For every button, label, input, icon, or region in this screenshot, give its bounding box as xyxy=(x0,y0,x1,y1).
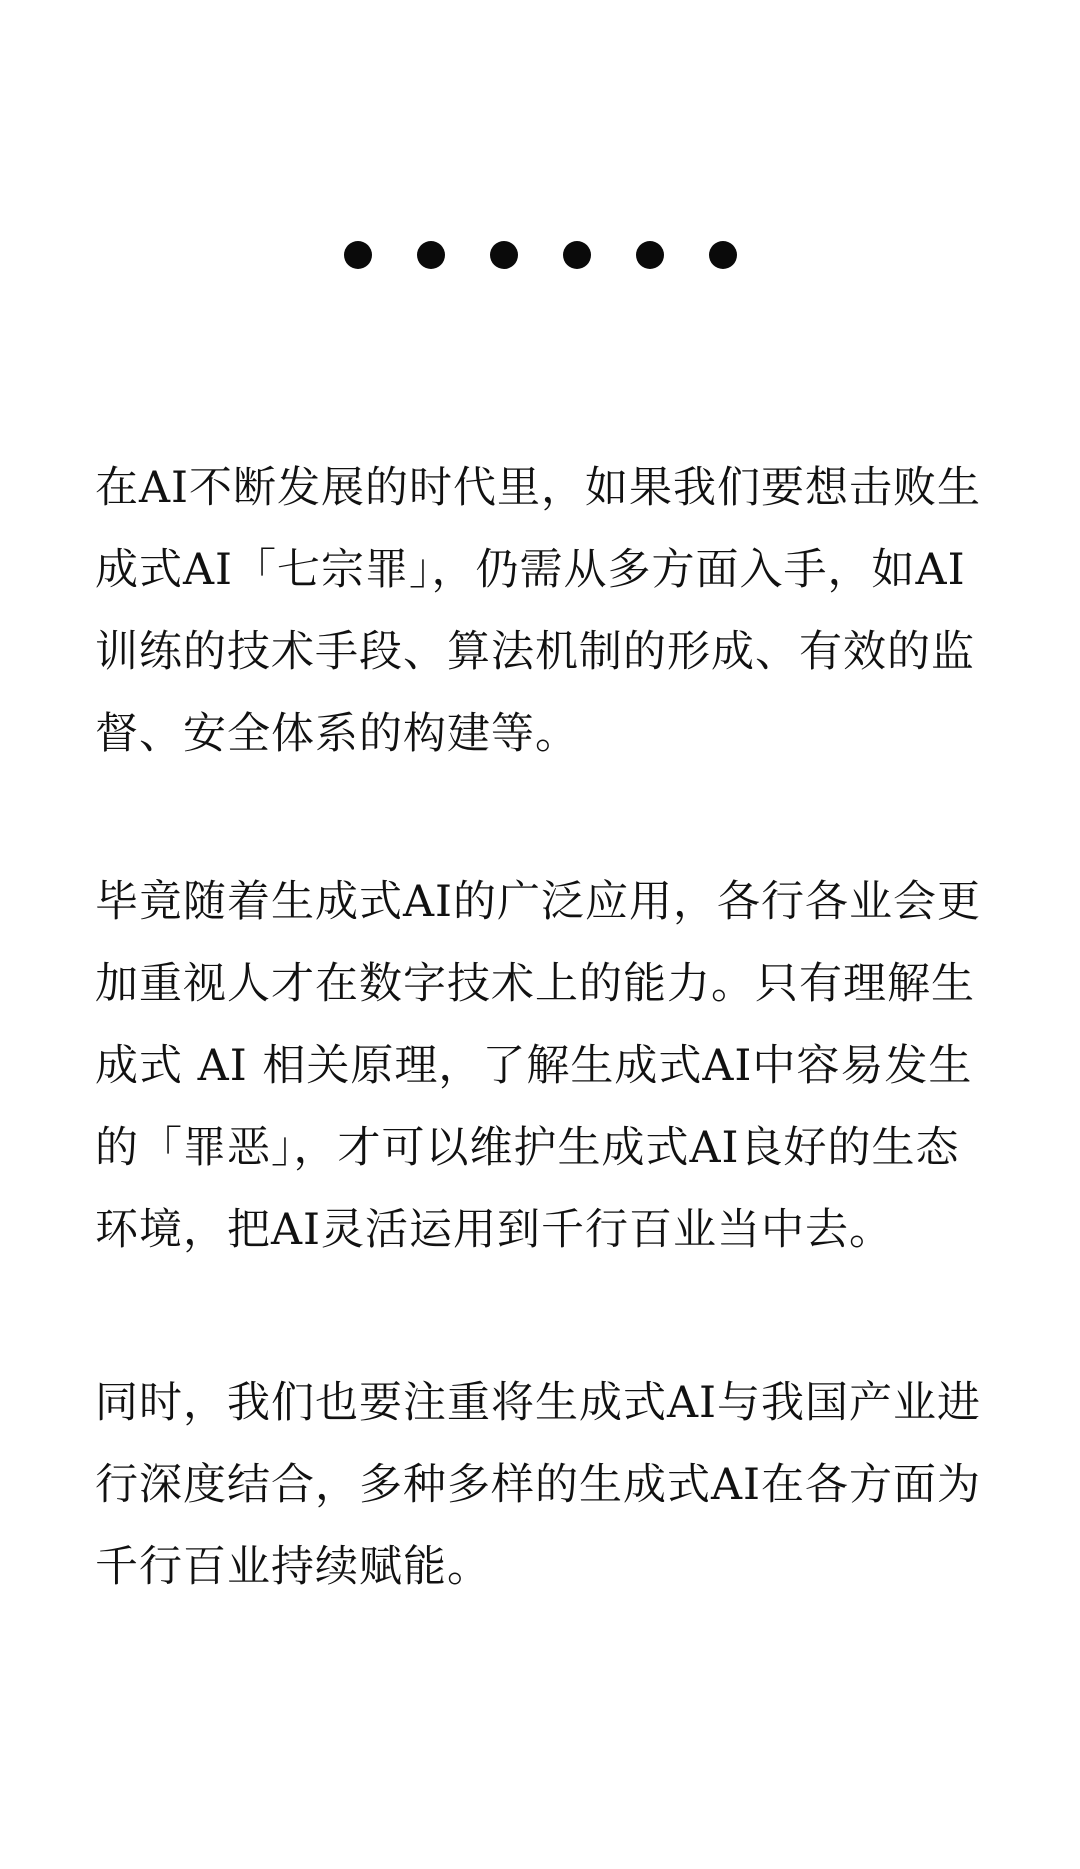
text-line: 加重视人才在数字技术上的能力。只有理解生 xyxy=(95,959,975,1009)
separator-dot xyxy=(563,241,591,269)
text-line: 毕竟随着生成式AI的广泛应用，各行各业会更 xyxy=(95,877,982,927)
text-line: 环境，把AI灵活运用到千行百业当中去。 xyxy=(95,1205,894,1255)
text-line: 同时，我们也要注重将生成式AI与我国产业进 xyxy=(95,1378,982,1428)
text-line: 在AI不断发展的时代里，如果我们要想击败生 xyxy=(95,463,982,513)
text-line: 的「罪恶」，才可以维护生成式AI良好的生态 xyxy=(95,1123,960,1173)
text-line: 千行百业持续赋能。 xyxy=(95,1542,491,1592)
separator-dot xyxy=(636,241,664,269)
text-line: 成式 AI 相关原理，了解生成式AI中容易发生 xyxy=(95,1041,973,1091)
text-line: 督、安全体系的构建等。 xyxy=(95,709,579,759)
text-line: 成式AI「七宗罪」，仍需从多方面入手，如AI xyxy=(95,545,966,595)
section-separator xyxy=(0,241,1080,269)
paragraph xyxy=(95,861,995,1271)
paragraph xyxy=(95,447,995,775)
separator-dot xyxy=(709,241,737,269)
text-line: 行深度结合，多种多样的生成式AI在各方面为 xyxy=(95,1460,982,1510)
separator-dot xyxy=(490,241,518,269)
paragraph xyxy=(95,1362,995,1608)
separator-dot xyxy=(417,241,445,269)
text-line: 训练的技术手段、算法机制的形成、有效的监 xyxy=(95,627,975,677)
article-body xyxy=(95,447,995,1608)
separator-dot xyxy=(344,241,372,269)
